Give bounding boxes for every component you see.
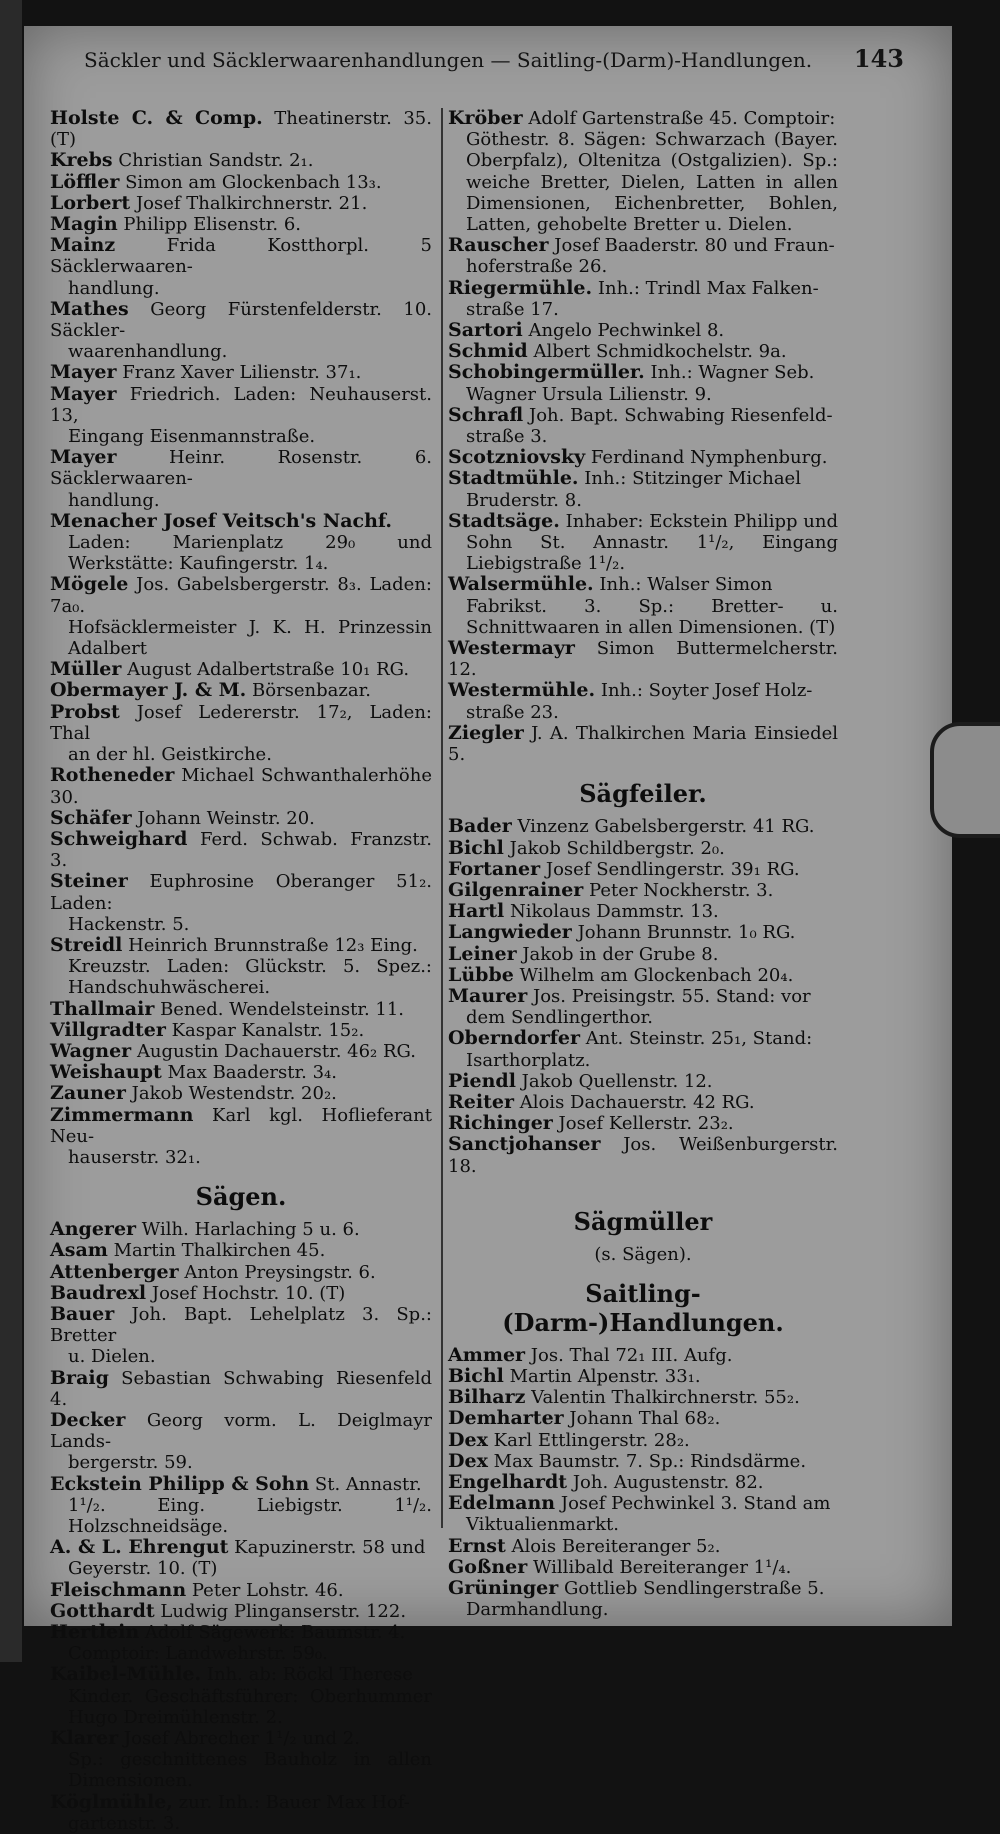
entry-text: Kaspar Kanalstr. 15₂. [171, 1019, 365, 1041]
entry-name: Gotthardt [50, 1599, 155, 1622]
entry-name: Stadtmühle. [448, 467, 579, 490]
entry-text: Wilh. Harlaching 5 u. 6. [141, 1219, 360, 1241]
entry-text: Josef Sendlingerstr. 39₁ RG. [545, 858, 800, 880]
entry-name: Gilgenrainer [448, 878, 584, 901]
directory-entry [448, 880, 838, 901]
entry-text: Friedrich. Laden: Neuhauserst. 13, [50, 383, 432, 426]
entry-text: Joh. Bapt. Schwabing Riesenfeld- [528, 404, 833, 426]
section-heading-saitling: Saitling-(Darm-)Handlungen. [502, 1278, 784, 1337]
entry-text: Johann Thal 68₂. [569, 1408, 721, 1430]
directory-entry [50, 935, 432, 999]
directory-entry [448, 278, 838, 320]
entry-name: Schweighard [50, 827, 188, 850]
directory-entry [448, 1472, 838, 1493]
directory-entry [448, 235, 838, 277]
entry-name: Scotzniovsky [448, 446, 586, 469]
entry-name: Hartl [448, 900, 505, 923]
section-heading-saegen: Sägen. [195, 1182, 287, 1212]
directory-entry [50, 235, 432, 299]
entry-name: Thallmair [50, 997, 155, 1020]
entry-name: Baudrexl [50, 1281, 147, 1304]
entry-continuation: Darmhandlung. [466, 1599, 609, 1621]
entry-text: Inh.: Walser Simon [599, 574, 773, 596]
entry-continuation: Hofsäcklermeister J. K. H. Prinzessin Adalbert [68, 616, 432, 660]
directory-entry [50, 702, 432, 766]
entry-text: Johann Brunnstr. 1₀ RG. [577, 922, 796, 944]
section-heading-saegfeiler: Sägfeiler. [579, 779, 707, 809]
entry-text: Christian Sandstr. 2₁. [118, 150, 314, 172]
directory-entry [50, 214, 432, 235]
entry-name: Klarer [50, 1727, 119, 1750]
entry-name: Ernst [448, 1534, 506, 1557]
directory-entry [448, 838, 838, 859]
entry-name: Braig [50, 1366, 109, 1389]
entry-name: Leiner [448, 942, 517, 965]
directory-entry [448, 468, 838, 510]
directory-entry [448, 108, 838, 235]
entry-text: Josef Kellerstr. 23₂. [558, 1113, 734, 1135]
entry-name: Richinger [448, 1112, 553, 1135]
entry-continuation: Fabrikst. 3. Sp.: Bretter- u. Schnittwaaren in allen Dimensionen. (T) [466, 595, 838, 638]
entry-text: Jakob in der Grube 8. [522, 943, 719, 965]
entry-name: Köglmühle, [50, 1790, 173, 1813]
entry-name: Schmid [448, 340, 528, 363]
entry-name: Zimmermann [50, 1103, 194, 1126]
entry-text: St. Annastr. [314, 1473, 422, 1495]
entry-name: Bader [448, 815, 512, 838]
entry-name: Walsermühle. [448, 573, 594, 596]
entry-continuation: Bruderstr. 8. [466, 489, 582, 511]
entry-continuation: hauserstr. 32₁. [68, 1146, 201, 1168]
entry-text: Michael Schwanthalerhöhe 30. [50, 765, 432, 808]
entry-name: Schrafl [448, 403, 524, 426]
entry-text: Börsenbazar. [252, 680, 371, 702]
entry-continuation: Viktualienmarkt. [466, 1514, 619, 1536]
entry-text: Franz Xaver Lilienstr. 37₁. [122, 362, 362, 384]
section-heading-saegmueller: Sägmüller [573, 1206, 713, 1236]
entry-name: Krebs [50, 149, 113, 172]
left-column [50, 108, 432, 1834]
entry-text: Adolf Gartenstraße 45. Comptoir: [528, 108, 836, 129]
entry-name: Kaibel-Mühle. [50, 1663, 202, 1686]
directory-entry [50, 574, 432, 659]
entry-text: Valentin Thalkirchnerstr. 55₂. [531, 1387, 800, 1409]
directory-entry [50, 299, 432, 363]
entry-text: Ludwig Plinganserstr. 122. [160, 1600, 407, 1622]
entry-text: Kapuzinerstr. 58 und [234, 1537, 426, 1559]
entry-name: Streidl [50, 933, 123, 956]
entry-name: Lübbe [448, 963, 514, 986]
directory-entry [448, 922, 838, 943]
entry-text: Joh. Bapt. Lehelplatz 3. Sp.: Bretter [50, 1303, 432, 1347]
directory-entry [448, 1387, 838, 1408]
directory-entry [50, 362, 432, 383]
directory-entry [50, 447, 432, 511]
entry-name: Weishaupt [50, 1061, 162, 1084]
entry-name: Eckstein Philipp & Sohn [50, 1472, 310, 1495]
directory-entry [448, 944, 838, 965]
entry-name: Löffler [50, 170, 120, 193]
directory-entry [448, 447, 838, 468]
entry-text: Jakob Quellenstr. 12. [521, 1070, 713, 1092]
entry-continuation: Kinder. Geschäftsführer: Oberhummer Hugo Dreimühlenstr. 2. [68, 1685, 432, 1728]
entry-text: Inh.: Soyter Josef Holz- [600, 680, 813, 702]
directory-entry [448, 723, 838, 765]
left-entries [50, 108, 432, 1168]
entry-text: Johann Weinstr. 20. [137, 807, 315, 829]
entry-name: Mayer [50, 382, 117, 405]
entry-text: Heinr. Rosenstr. 6. Säcklerwaaren- [50, 447, 432, 490]
entry-name: Fleischmann [50, 1578, 187, 1601]
directory-entry [448, 320, 838, 341]
entry-text: zur. Inh.: Bauer Max Hof- [178, 1791, 410, 1813]
entry-continuation: waarenhandlung. [68, 341, 228, 363]
entry-continuation: handlung. [68, 489, 160, 511]
directory-entry [448, 341, 838, 362]
entry-name: Attenberger [50, 1260, 179, 1283]
entry-name: Grüninger [448, 1576, 559, 1599]
column-divider [441, 108, 443, 1528]
entry-name: Mathes [50, 297, 129, 320]
entry-text: Alois Dachauerstr. 42 RG. [519, 1091, 755, 1113]
entry-text: Max Baaderstr. 3₄. [167, 1062, 337, 1084]
entry-continuation: Sp.: geschnittenes Bauholz in allen Dimensionen. [68, 1749, 432, 1792]
entry-text: Gottlieb Sendlingerstraße 5. [564, 1577, 825, 1599]
entry-name: Ziegler [448, 721, 524, 744]
section-spacer [448, 1177, 838, 1193]
entry-name: Goßner [448, 1555, 528, 1578]
directory-entry [50, 1240, 432, 1261]
directory-entry [448, 1557, 838, 1578]
entry-name: Decker [50, 1408, 126, 1431]
directory-entry [50, 1664, 432, 1728]
directory-entry [50, 1262, 432, 1283]
directory-entry [448, 859, 838, 880]
entry-text: Adolf Sägewerk: Baumstr. 4. [144, 1622, 406, 1644]
directory-entry [448, 405, 838, 447]
entry-text: Josef Ledererstr. 17₂, Laden: Thal [50, 701, 432, 744]
running-title: Säckler und Säcklerwaarenhandlungen — Saitling-(Darm)-Handlungen. [84, 48, 813, 72]
directory-entry [50, 659, 432, 680]
entry-text: J. A. Thalkirchen Maria Einsiedel 5. [448, 722, 838, 766]
directory-entry [50, 193, 432, 214]
entry-name: Westermühle. [448, 679, 596, 702]
entry-text: Jakob Schildbergstr. 2₀. [509, 837, 725, 859]
entry-text: Wilhelm am Glockenbach 20₄. [519, 964, 794, 986]
entry-name: Reiter [448, 1090, 514, 1113]
directory-entry [50, 999, 432, 1020]
directory-entry [50, 1304, 432, 1368]
entry-text: Josef Abrecher 1¹/₂ und 2. [123, 1728, 360, 1750]
entry-name: Fortaner [448, 857, 541, 880]
entry-text: Jos. Gabelsbergerstr. 8₃. Laden: 7a₀. [50, 574, 432, 617]
entry-name: Mainz [50, 234, 116, 257]
entry-continuation: Laden: Marienplatz 29₀ und Werkstätte: Kaufingerstr. 1₄. [68, 532, 432, 575]
entry-continuation: straße 23. [466, 701, 559, 723]
entry-text: Josef Pechwinkel 3. Stand am [560, 1493, 831, 1515]
entry-continuation: handlung. [68, 277, 160, 299]
entry-continuation: dem Sendlingerthor. [466, 1007, 653, 1029]
entry-continuation: Wagner Ursula Lilienstr. 9. [466, 383, 712, 405]
directory-entry [448, 901, 838, 922]
entry-text: Vinzenz Gabelsbergerstr. 41 RG. [517, 816, 815, 838]
directory-entry [448, 1071, 838, 1092]
directory-entry [50, 108, 432, 150]
entry-continuation: hoferstraße 26. [466, 256, 608, 278]
directory-entry [50, 1283, 432, 1304]
directory-entry [50, 150, 432, 171]
directory-entry [448, 1430, 838, 1451]
entry-text: Heinrich Brunnstraße 12₃ Eing. [128, 934, 418, 956]
entry-name: Magin [50, 213, 118, 236]
directory-entry [448, 1451, 838, 1472]
entry-text: Josef Thalkirchnerstr. 21. [135, 192, 368, 214]
directory-entry [448, 680, 838, 722]
directory-entry [50, 1368, 432, 1410]
entry-text: Georg vorm. L. Deiglmayr Lands- [50, 1409, 432, 1453]
directory-entry [448, 1536, 838, 1557]
entry-name: Westermayr [448, 637, 575, 660]
entry-text: Peter Nockherstr. 3. [589, 879, 774, 901]
entry-name: Kröber [448, 107, 523, 129]
entry-continuation: gartenstr. 3. [68, 1812, 181, 1834]
entry-text: Sebastian Schwabing Riesenfeld 4. [50, 1367, 432, 1410]
entry-text: Alois Bereiteranger 5₂. [511, 1535, 721, 1557]
entry-text: Albert Schmidkochelstr. 9a. [533, 341, 787, 363]
entry-text: Martin Thalkirchen 45. [113, 1240, 326, 1262]
entry-name: Bauer [50, 1302, 115, 1325]
entry-text: Ferd. Schwab. Franzstr. 3. [50, 828, 432, 872]
entry-name: Schobingermüller. [448, 361, 645, 384]
entry-text: Ant. Steinstr. 25₁, Stand: [585, 1028, 813, 1050]
entry-name: Rauscher [448, 234, 549, 257]
entry-name: Mayer [50, 361, 117, 384]
entry-text: Joh. Augustenstr. 82. [572, 1471, 764, 1493]
directory-entry [50, 172, 432, 193]
entry-text: Angelo Pechwinkel 8. [528, 320, 725, 342]
entry-name: Wagner [50, 1039, 132, 1062]
entry-text: Josef Baaderstr. 80 und Fraun- [554, 235, 835, 257]
entry-name: Villgradter [50, 1018, 166, 1041]
entry-name: Piendl [448, 1069, 516, 1092]
directory-entry [50, 1474, 432, 1538]
entry-text: Frida Kostthorpl. 5 Säcklerwaaren- [50, 235, 432, 278]
entry-text: Jos. Weißenburgerstr. 18. [448, 1134, 838, 1177]
directory-entry [448, 362, 838, 404]
directory-entry [50, 511, 432, 575]
directory-entry [448, 986, 838, 1028]
entry-text: Inh.: Trindl Max Falken- [597, 277, 819, 299]
directory-entry [50, 384, 432, 448]
entry-name: Obermayer J. & M. [50, 679, 247, 702]
entry-name: Menacher Josef Veitsch's Nachf. [50, 509, 393, 532]
entry-name: Lorbert [50, 191, 131, 214]
entry-text: Max Baumstr. 7. Sp.: Rindsdärme. [493, 1450, 807, 1472]
entry-name: Dex [448, 1449, 488, 1472]
entry-text: Euphrosine Oberanger 51₂. Laden: [50, 871, 432, 914]
entry-text: Simon am Glockenbach 13₃. [125, 171, 382, 193]
entry-text: Nikolaus Dammstr. 13. [510, 901, 719, 923]
entry-name: Edelmann [448, 1492, 556, 1515]
entry-name: Probst [50, 700, 120, 723]
entry-text: Inh.: Stitzinger Michael [584, 468, 801, 490]
entry-name: Mayer [50, 446, 117, 469]
right-column [448, 108, 838, 1620]
entry-text: Anton Preysingstr. 6. [184, 1261, 376, 1283]
directory-entry [448, 816, 838, 837]
directory-entry [50, 1041, 432, 1062]
entry-text: Peter Lohstr. 46. [191, 1579, 344, 1601]
directory-entry [448, 574, 838, 638]
entry-continuation: Comptoir: Landwehrstr. 59₀. [68, 1643, 328, 1665]
directory-entry [448, 638, 838, 680]
entry-text: Inh. ab: Röckl Therese [206, 1664, 413, 1686]
book-gutter [0, 0, 22, 1662]
directory-entry [50, 1410, 432, 1474]
entry-text: Karl Ettlingerstr. 28₂. [493, 1429, 690, 1451]
entry-name: Riegermühle. [448, 276, 593, 299]
entry-name: Bichl [448, 1364, 504, 1387]
entry-text: Philipp Elisenstr. 6. [123, 214, 301, 236]
entry-name: A. & L. Ehrengut [50, 1536, 229, 1559]
directory-entry [448, 511, 838, 575]
entry-name: Maurer [448, 984, 528, 1007]
entry-continuation: Hackenstr. 5. [68, 913, 190, 935]
entry-text: Inh.: Wagner Seb. [650, 362, 815, 384]
directory-entry [50, 1105, 432, 1169]
entry-text: August Adalbertstraße 10₁ RG. [127, 659, 410, 681]
directory-entry [448, 1493, 838, 1535]
entry-name: Mögele [50, 573, 129, 596]
entry-name: Asam [50, 1239, 108, 1262]
entry-name: Stadtsäge. [448, 509, 560, 532]
directory-entry [448, 1408, 838, 1429]
entry-name: Holste C. & Comp. [50, 107, 263, 129]
entry-name: Schäfer [50, 806, 132, 829]
directory-entry [50, 808, 432, 829]
directory-entry [50, 1219, 432, 1240]
directory-entry [50, 1020, 432, 1041]
directory-entry [50, 680, 432, 701]
directory-entry [50, 871, 432, 935]
entry-name: Sartori [448, 319, 523, 342]
entry-continuation: Kreuzstr. Laden: Glückstr. 5. Spez.: Handschuhwäscherei. [68, 956, 432, 999]
entry-continuation: u. Dielen. [68, 1346, 156, 1368]
entry-text: Karl kgl. Hoflieferant Neu- [50, 1104, 432, 1147]
entry-continuation: Isarthorplatz. [466, 1049, 591, 1071]
entry-name: Oberndorfer [448, 1027, 580, 1050]
thumb-index-tab [930, 722, 1000, 838]
entry-continuation: straße 3. [466, 426, 548, 448]
directory-entry [448, 1366, 838, 1387]
entry-name: Bilharz [448, 1386, 526, 1409]
entry-text: Bened. Wendelsteinstr. 11. [160, 998, 405, 1020]
directory-entry [448, 1134, 838, 1176]
entry-continuation: Eingang Eisenmannstraße. [68, 426, 316, 448]
entry-name: Steiner [50, 870, 128, 893]
directory-entry [448, 1113, 838, 1134]
entry-continuation: Geyerstr. 10. (T) [68, 1558, 218, 1580]
entry-name: Dex [448, 1428, 488, 1451]
directory-entry [448, 1028, 838, 1070]
entry-name: Ammer [448, 1343, 526, 1366]
directory-entry [50, 1062, 432, 1083]
directory-entry [50, 765, 432, 807]
entry-text: Jos. Preisingstr. 55. Stand: vor [533, 985, 811, 1007]
directory-entry [448, 1092, 838, 1113]
entry-name: Müller [50, 658, 122, 681]
directory-entry [50, 1580, 432, 1601]
saegfeiler-entries [448, 816, 838, 1176]
directory-entry [50, 1792, 432, 1834]
page-header [84, 44, 914, 78]
entry-name: Zauner [50, 1082, 126, 1105]
entry-continuation: straße 17. [466, 298, 559, 320]
entry-text: Martin Alpenstr. 33₁. [509, 1365, 701, 1387]
entry-continuation: 1¹/₂. Eing. Liebigstr. 1¹/₂. Holzschneidsäge. [68, 1494, 432, 1537]
entry-text: Inhaber: Eckstein Philipp und [565, 510, 838, 532]
entry-text: Georg Fürstenfelderstr. 10. Säckler- [50, 298, 432, 342]
entry-name: Rotheneder [50, 764, 175, 787]
entry-name: Langwieder [448, 921, 572, 944]
entry-continuation: an der hl. Geistkirche. [68, 744, 272, 766]
entry-name: Bichl [448, 836, 504, 859]
directory-entry [50, 1601, 432, 1622]
directory-entry [50, 829, 432, 871]
entry-text: Josef Hochstr. 10. (T) [151, 1282, 346, 1304]
entry-text: Theatinerstr. 35. (T) [50, 108, 432, 151]
cross-reference-note: (s. Sägen). [594, 1243, 692, 1265]
directory-entry [50, 1728, 432, 1792]
entry-name: Angerer [50, 1218, 137, 1241]
directory-entry [50, 1083, 432, 1104]
entry-continuation: bergerstr. 59. [68, 1452, 193, 1474]
entry-name: Demharter [448, 1407, 564, 1430]
directory-entry [50, 1537, 432, 1579]
directory-entry [448, 1345, 838, 1366]
entry-text: Jos. Thal 72₁ III. Aufg. [530, 1344, 733, 1366]
directory-entry [448, 1578, 838, 1620]
entry-name: Engelhardt [448, 1470, 568, 1493]
page-number: 143 [853, 44, 904, 73]
entry-continuation: Göthestr. 8. Sägen: Schwarzach (Bayer. Oberpfalz), Oltenitza (Ostgalizien). Sp.: weiche Bretter, Dielen, Latten in allen Dimensionen, Eichenbretter, Bohlen, Latten, gehobelte Bretter u. Dielen. [466, 129, 838, 236]
entry-text: Ferdinand Nymphenburg. [590, 447, 828, 469]
entry-continuation: Sohn St. Annastr. 1¹/₂, Eingang Liebigstraße 1¹/₂. [466, 532, 838, 575]
saitling-entries [448, 1345, 838, 1621]
right-entries [448, 108, 838, 765]
entry-text: Simon Buttermelcherstr. 12. [448, 638, 838, 681]
directory-entry [448, 965, 838, 986]
entry-text: Willibald Bereiteranger 1¹/₄. [532, 1556, 792, 1578]
entry-name: Hertlein [50, 1621, 140, 1644]
directory-entry [50, 1622, 432, 1664]
entry-text: Augustin Dachauerstr. 46₂ RG. [136, 1040, 416, 1062]
entry-text: Jakob Westendstr. 20₂. [131, 1083, 337, 1105]
entry-name: Sanctjohanser [448, 1133, 601, 1156]
saegen-entries [50, 1219, 432, 1834]
